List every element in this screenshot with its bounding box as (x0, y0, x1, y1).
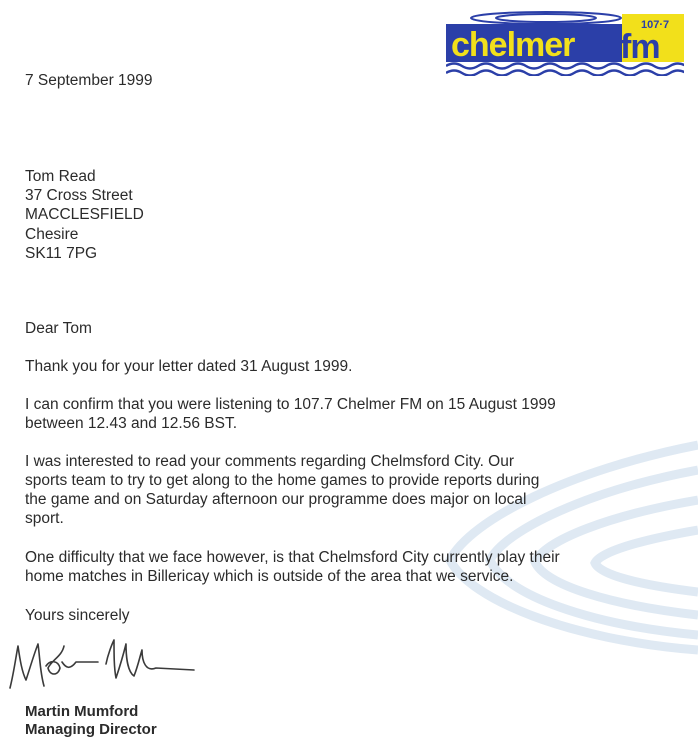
paragraph-line: I was interested to read your comments regarding Chelmsford City. Our (25, 453, 515, 470)
paragraph-line: sport. (25, 510, 64, 527)
svg-text:chelmer: chelmer (451, 26, 575, 64)
address-line: Chesire (25, 226, 79, 243)
paragraph-line: Thank you for your letter dated 31 August 1999. (25, 358, 353, 375)
address-line: SK11 7PG (25, 245, 98, 262)
chelmer-fm-logo (446, 10, 684, 76)
paragraph-line: sports team to try to get along to the home games to provide reports during (25, 472, 540, 489)
paragraph-line: between 12.43 and 12.56 BST. (25, 415, 237, 432)
address-line: MACCLESFIELD (25, 206, 144, 223)
address-line: Tom Read (25, 168, 96, 185)
signatory-title: Managing Director (25, 721, 157, 738)
address-line: 37 Cross Street (25, 187, 133, 204)
svg-text:107·7: 107·7 (641, 19, 670, 31)
closing: Yours sincerely (25, 607, 130, 624)
svg-text:fm: fm (620, 28, 660, 66)
signatory-name: Martin Mumford (25, 703, 139, 720)
salutation: Dear Tom (25, 320, 92, 337)
paragraph-line: One difficulty that we face however, is that Chelmsford City currently play their (25, 549, 560, 566)
paragraph-line: I can confirm that you were listening to 107.7 Chelmer FM on 15 August 1999 (25, 396, 556, 413)
paragraph-line: home matches in Billericay which is outside of the area that we service. (25, 568, 514, 585)
paragraph-line: the game and on Saturday afternoon our programme does major on local (25, 491, 527, 508)
letter-date: 7 September 1999 (25, 72, 153, 89)
handwritten-signature (6, 632, 206, 696)
